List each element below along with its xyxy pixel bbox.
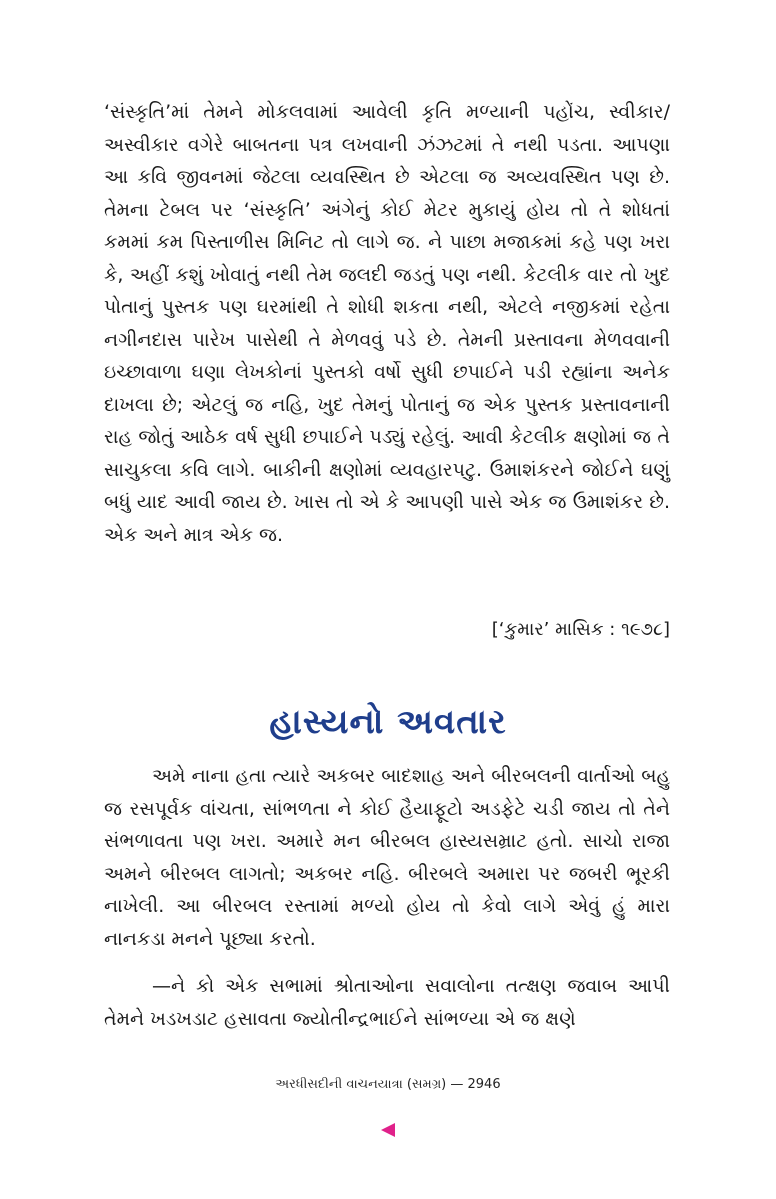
body-paragraph-2: —ને કો એક સભામાં શ્રોતાઓના સવાલોના તત્ક્ષણ જવાબ આપી તેમને ખડખડાટ હસાવતા જ્યોતીન્દ્રભાઈને સાંભળ્યા એ જ ક્ષણે <box>104 975 670 1030</box>
body-paragraph-1: અમે નાના હતા ત્યારે અકબર બાદશાહ અને બીરબલની વાર્તાઓ બહુ જ રસપૂર્વક વાંચતા, સાંભળતા ને કોઈ હૈયાફૂટો અડફેટે ચડી જાય તો તેને સંભળાવતા પણ ખરા. અમારે મન બીરબલ હાસ્યસમ્રાટ હતો. સાચો રાજા અમને બીરબલ લાગતો; અકબર નહિ. બીરબલે અમારા પર જબરી ભૂરકી નાખેલી. આ બીરબલ રસ્તામાં મળ્યો હોય તો કેવો લાગે એવું હું મારા નાનકડા મનને પૂછ્યા કરતો. <box>104 765 670 950</box>
page-footer: અરધીસદીની વાચનયાત્રા (સમગ્ર) — 2946 <box>275 1077 501 1092</box>
source-citation: [‘કુમાર’ માસિક : ૧૯૭૮] <box>491 619 670 640</box>
left-triangle-icon[interactable] <box>381 1123 395 1137</box>
continued-paragraph: ‘સંસ્કૃતિ’માં તેમને મોકલવામાં આવેલી કૃતિ મળ્યાની પહોંચ, સ્વીકાર/અસ્વીકાર વગેરે બાબતના પત્ર લખવાની ઝંઝટમાં તે નથી પડતા. આપણા આ કવિ જીવનમાં જેટલા વ્યવસ્થિત છે એટલા જ અવ્યવસ્થિત પણ છે. તેમના ટેબલ પર ‘સંસ્કૃતિ’ અંગેનું કોઈ મેટર મુકાયું હોય તો તે શોધતાં કમમાં કમ પિસ્તાળીસ મિનિટ તો લાગે જ. ને પાછા મજાકમાં કહે પણ ખરા કે, અહીં કશું ખોવાતું નથી તેમ જલદી જડતું પણ નથી. કેટલીક વાર તો ખુદ પોતાનું પુસ્તક પણ ઘરમાંથી તે શોધી શકતા નથી, એટલે નજીકમાં રહેતા નગીનદાસ પારેખ પાસેથી તે મેળવવું પડે છે. તેમની પ્રસ્તાવના મેળવવાની ઇચ્છાવાળા ઘણા લેખકોનાં પુસ્તકો વર્ષો સુધી છપાઈને પડી રહ્યાંના અનેક દાખલા છે; એટલું જ નહિ, ખુદ તેમનું પોતાનું જ એક પુસ્તક પ્રસ્તાવનાની રાહ જોતું આઠેક વર્ષ સુધી છપાઈને પડ્યું રહેલું. આવી કેટલીક ક્ષણોમાં જ તે સાચુકલા કવિ લાગે. બાકીની ક્ષણોમાં વ્યવહારપટુ. ઉમાશંકરને જોઈને ઘણું બધું યાદ આવી જાય છે. ખાસ તો એ કે આપણી પાસે એક જ ઉમાશંકર છે. એક અને માત્ર એક જ. <box>104 101 670 546</box>
section-heading: હાસ્યનો અવતાર <box>269 702 507 742</box>
